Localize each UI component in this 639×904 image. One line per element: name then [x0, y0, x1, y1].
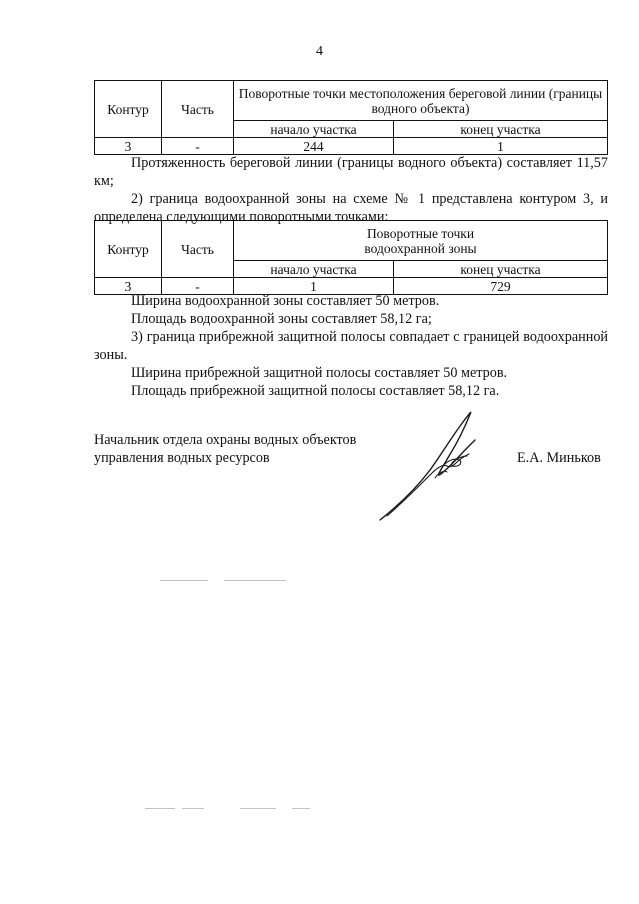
- cell-start: 244: [234, 138, 394, 155]
- page-number: 4: [316, 44, 323, 59]
- header-shoreline-points: Поворотные точки местоположения береговой линии (границы водного объекта): [234, 81, 608, 121]
- coastal-strip-width-text: Ширина прибрежной защитной полосы составляет 50 метров.: [131, 365, 508, 381]
- scan-artifact: [160, 580, 208, 581]
- header-section-start: начало участка: [234, 261, 394, 278]
- scan-artifact: [145, 808, 175, 809]
- cell-end: 1: [394, 138, 608, 155]
- header-zone-points-line1: Поворотные точки: [366, 225, 475, 241]
- cell-contour: 3: [95, 138, 162, 155]
- cell-start: 1: [234, 278, 394, 295]
- signatory-position-line2: управления водных ресурсов: [94, 450, 270, 466]
- zone-width-text: Ширина водоохранной зоны составляет 50 метров.: [131, 293, 440, 309]
- coastal-strip-boundary-text: 3) граница прибрежной защитной полосы совпадает с границей водоохранной зоны.: [94, 329, 608, 363]
- shoreline-length-text: Протяженность береговой линии (границы водного объекта) составляет 11,57 км;: [94, 155, 608, 189]
- coastal-strip-area-text: Площадь прибрежной защитной полосы составляет 58,12 га.: [131, 383, 500, 399]
- scan-artifact: [292, 808, 310, 809]
- signatory-position-line1: Начальник отдела охраны водных объектов: [94, 432, 357, 448]
- cell-part: -: [162, 138, 234, 155]
- cell-part: -: [162, 278, 234, 295]
- table-row: [95, 138, 608, 155]
- scan-artifact: [240, 808, 276, 809]
- signatory-name: Е.А. Миньков: [517, 450, 601, 466]
- scan-artifact: [224, 580, 286, 581]
- cell-contour: 3: [95, 278, 162, 295]
- shoreline-points-table: [94, 80, 608, 155]
- protection-zone-points-table: [94, 220, 608, 295]
- header-part: Часть: [162, 81, 234, 138]
- header-contour: Контур: [95, 221, 162, 278]
- header-part: Часть: [162, 221, 234, 278]
- signatory-position: [94, 431, 356, 467]
- header-section-start: начало участка: [234, 121, 394, 138]
- handwritten-signature: [375, 408, 495, 528]
- header-zone-points: [234, 221, 608, 261]
- water-protection-zone-text: 2) граница водоохранной зоны на схеме № 1 представлена контуром 3, и определена следующими поворотными точками:: [94, 191, 608, 225]
- scan-artifact: [182, 808, 204, 809]
- header-section-end: конец участка: [394, 261, 608, 278]
- header-section-end: конец участка: [394, 121, 608, 138]
- header-contour: Контур: [95, 81, 162, 138]
- header-zone-points-line2: водоохранной зоны: [364, 240, 477, 256]
- zone-area-text: Площадь водоохранной зоны составляет 58,12 га;: [131, 311, 432, 327]
- cell-end: 729: [394, 278, 608, 295]
